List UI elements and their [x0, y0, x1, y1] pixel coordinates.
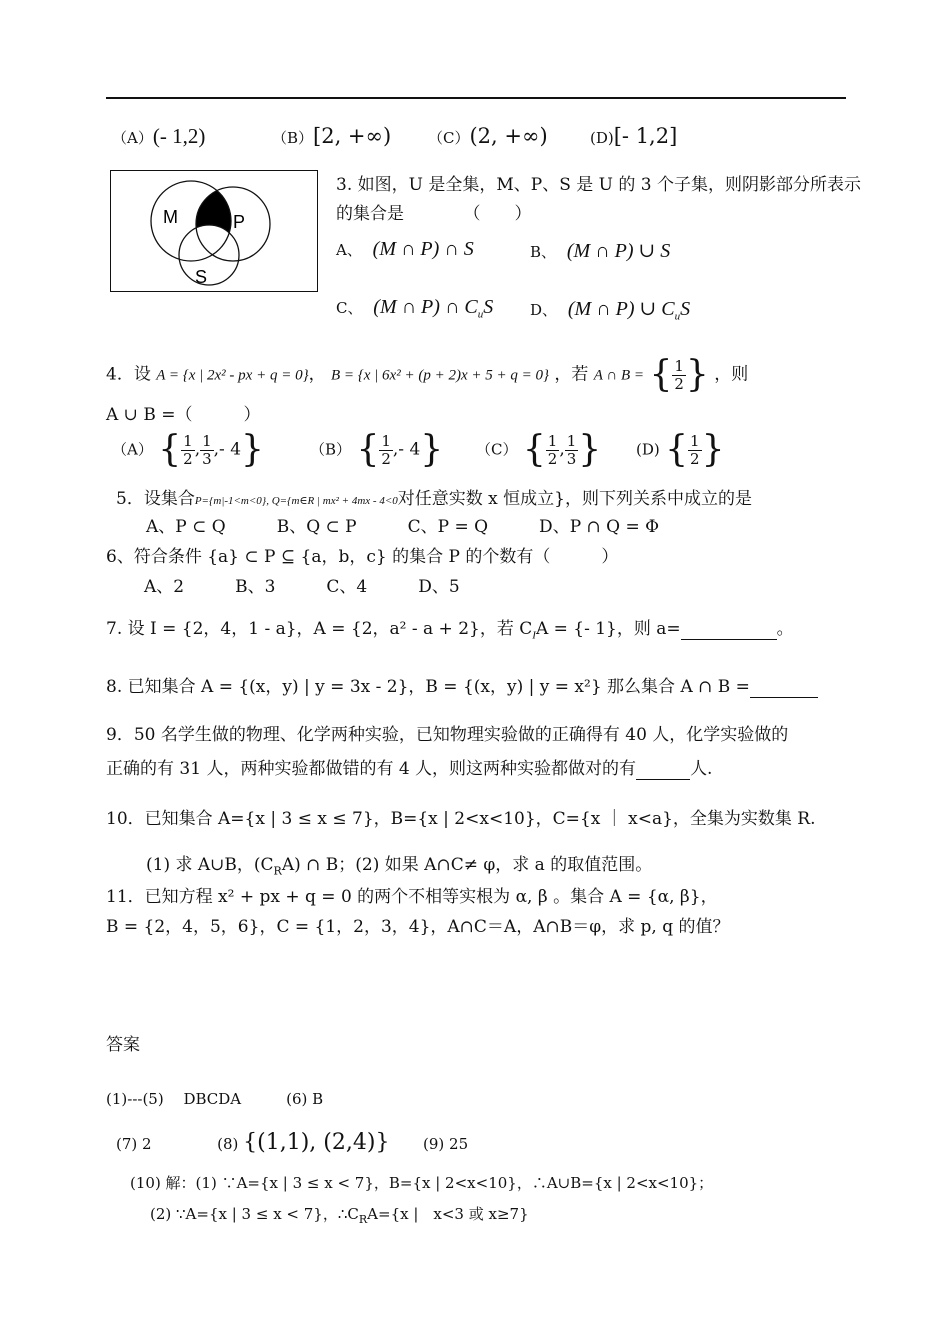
- q3-option-b: B、 (M ∩ P) ∪ S: [530, 240, 671, 262]
- q10-stem: 10．已知集合 A={x | 3 ≤ x ≤ 7}，B={x | 2<x<10}，C={x ｜ x<a}，全集为实数集 R.: [106, 809, 816, 829]
- q6-options: A、2 B、3 C、4 D、5: [144, 577, 460, 597]
- q7-stem: 7. 设 I = {2，4，1 - a}，A = {2，a² - a + 2}，若 $C_IA$ = {- 1}，则 a= 。: [106, 619, 794, 642]
- q11-line-1: 11．已知方程 x² + px + q = 0 的两个不相等实根为 α, β 。集合 A = {α, β}，: [106, 887, 718, 907]
- q9-line-1: 9．50 名学生做的物理、化学两种实验，已知物理实验做的正确得有 40 人，化学实验做的: [106, 725, 789, 745]
- q3-stem-1: 3. 如图，U 是全集，M、P、S 是 U 的 3 个子集，则阴影部分所表示: [336, 175, 862, 195]
- q3-stem-2: 的集合是 （ ）: [336, 204, 532, 224]
- q4-option-b: （B） { $\frac{1}{2}$ ,- 4}: [310, 429, 444, 470]
- q3-option-d: D、 (M ∩ P) ∪ $C_uS$: [530, 298, 691, 323]
- q2-option-d: (D)[- 1,2]: [590, 124, 678, 148]
- venn-svg: [111, 171, 317, 291]
- q4-stem-2: A ∪ B =（ ）: [106, 405, 261, 425]
- q3-option-a: A、 (M ∩ P) ∩ S: [336, 238, 474, 260]
- q2-option-b: （B）[2, +∞): [272, 124, 392, 148]
- q9-line-2: 正确的有 31 人，两种实验都做错的有 4 人，则这两种实验都做对的有 人.: [106, 759, 713, 779]
- venn-diagram: [110, 170, 318, 292]
- answers-line-1: (1)---(5) DBCDA (6) B: [106, 1090, 324, 1108]
- q5-stem: 5．设集合P={m|-1<m<0}, Q={m∈R | mx² + 4mx - 4<0对任意实数 x 恒成立}，则下列关系中成立的是: [116, 489, 752, 509]
- q4-option-d: (D) { $\frac{1}{2}$ }: [636, 429, 725, 470]
- q6-stem: 6、符合条件 {a} ⊂ P ⊆ {a，b，c} 的集合 P 的个数有（ ）: [106, 547, 619, 567]
- q4-option-a: （A） { $\frac{1}{2}$ , $\frac{1}{3}$ ,- 4}: [112, 429, 264, 470]
- label-s: S: [195, 267, 208, 287]
- label-p: P: [233, 212, 246, 232]
- q8-stem: 8. 已知集合 A = {(x，y) | y = 3x - 2}，B = {(x，y) | y = x²} 那么集合 A ∩ B =: [106, 672, 818, 698]
- q2-option-a: （A）(- 1,2): [112, 124, 206, 148]
- q4-stem: 4．设 A = {x | 2x² - px + q = 0}， B = {x | 6x² + (p + 2)x + 5 + q = 0} ，若 A ∩ B = { $\frac{1}{2}$ } ，则: [106, 354, 749, 395]
- q3-option-c: C、 (M ∩ P) ∩ $C_uS$: [336, 296, 494, 321]
- answers-line-3: (10) 解：(1) ∵A={x | 3 ≤ x < 7}，B={x | 2<x<10}，∴A∪B={x | 2<x<10}；: [130, 1174, 714, 1192]
- q5-options: A、P ⊂ Q B、Q ⊂ P C、P = Q D、P ∩ Q = Φ: [146, 517, 660, 537]
- q11-line-2: B = {2，4，5，6}，C = {1，2，3，4}，A∩C＝A，A∩B＝φ，求 p, q 的值？: [106, 917, 730, 937]
- q2-option-c: （C）(2, +∞): [428, 124, 548, 148]
- top-rule: [106, 97, 846, 99]
- answers-line-2: (7) 2 (8) {(1,1), (2,4)} (9) 25: [116, 1130, 469, 1155]
- q4-option-c: （C） { $\frac{1}{2}$ , $\frac{1}{3}$ }: [476, 429, 602, 470]
- answers-line-4: (2) ∵A={x | 3 ≤ x < 7}，$\therefore C_RA=\{x$ | x<3 或 x≥7}: [150, 1205, 529, 1226]
- q10-sub: (1) 求 A∪B，$(C_RA)$ ∩ B；(2) 如果 A∩C≠ φ，求 a 的取值范围。: [146, 855, 653, 878]
- label-m: M: [163, 207, 178, 227]
- answers-title: 答案: [106, 1035, 140, 1055]
